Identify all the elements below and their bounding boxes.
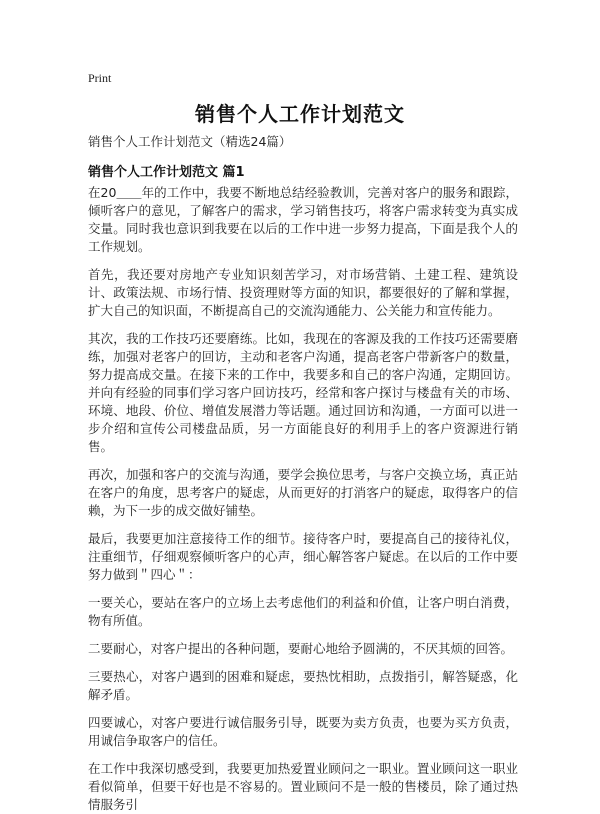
paragraph: 再次，加强和客户的交流与沟通，要学会换位思考，与客户交换立场，真正站在客户的角度，思考客户的疑虑，从而更好的打消客户的疑虑，取得客户的信赖，为下一步的成交做好铺垫。	[88, 467, 518, 518]
paragraph: 其次，我的工作技巧还要磨练。比如，我现在的客源及我的工作技巧还需要磨练，加强对老客户的回访，主动和老客户沟通，提高老客户带新客户的数量，努力提高成交量。在接下来的工作中，我要多和自己的客户沟通，定期回访。并向有经验的同事们学习客户回访技巧，经常和客户探讨与楼盘有关的市场、环境、地段、价位、增值发展潜力等话题。通过回访和沟通，一方面可以进一步介绍和宣传公司楼盘品质，另一方面能良好的利用手上的客户资源进行销售。	[88, 331, 518, 454]
paragraph: 首先，我还要对房地产专业知识刻苦学习，对市场营销、土建工程、建筑设计、政策法规、市场行情、投资理财等方面的知识，都要很好的了解和掌握，扩大自己的知识面，不断提高自己的交流沟通能力、公关能力和宣传能力。	[88, 267, 518, 318]
document-title: 销售个人工作计划范文	[195, 102, 405, 126]
section-heading: 销售个人工作计划范文 篇1	[88, 165, 245, 180]
paragraph: 最后，我要更加注意接待工作的细节。接待客户时，要提高自己的接待礼仪，注重细节，仔细观察倾听客户的心声，细心解答客户疑虑。在以后的工作中要努力做到＂四心＂：	[88, 531, 518, 582]
paragraph: 在20＿＿年的工作中，我要不断地总结经验教训，完善对客户的服务和跟踪，倾听客户的意见，了解客户的需求，学习销售技巧，将客户需求转变为真实成交量。同时我也意识到我要在以后的工作中进一步努力提高，下面是我个人的工作规划。	[88, 185, 518, 254]
paragraph: 四要诚心，对客户要进行诚信服务引导，既要为卖方负责，也要为买方负责，用诚信争取客户的信任。	[88, 715, 518, 748]
print-label[interactable]: Print	[88, 71, 112, 85]
paragraph: 一要关心，要站在客户的立场上去考虑他们的利益和价值，让客户明白消费，物有所值。	[88, 595, 518, 628]
document-body	[88, 184, 518, 814]
paragraph: 在工作中我深切感受到，我要更加热爱置业顾问之一职业。置业顾问这一职业看似简单，但要干好也是不容易的。置业顾问不是一般的售楼员，除了通过热情服务引	[88, 761, 518, 812]
paragraph: 三要热心，对客户遇到的困难和疑虑，要热忱相助，点拨指引，解答疑惑，化解矛盾。	[88, 669, 518, 702]
paragraph: 二要耐心，对客户提出的各种问题，要耐心地给予圆满的，不厌其烦的回答。	[88, 641, 514, 656]
document-subtitle: 销售个人工作计划范文（精选24篇）	[88, 134, 292, 149]
